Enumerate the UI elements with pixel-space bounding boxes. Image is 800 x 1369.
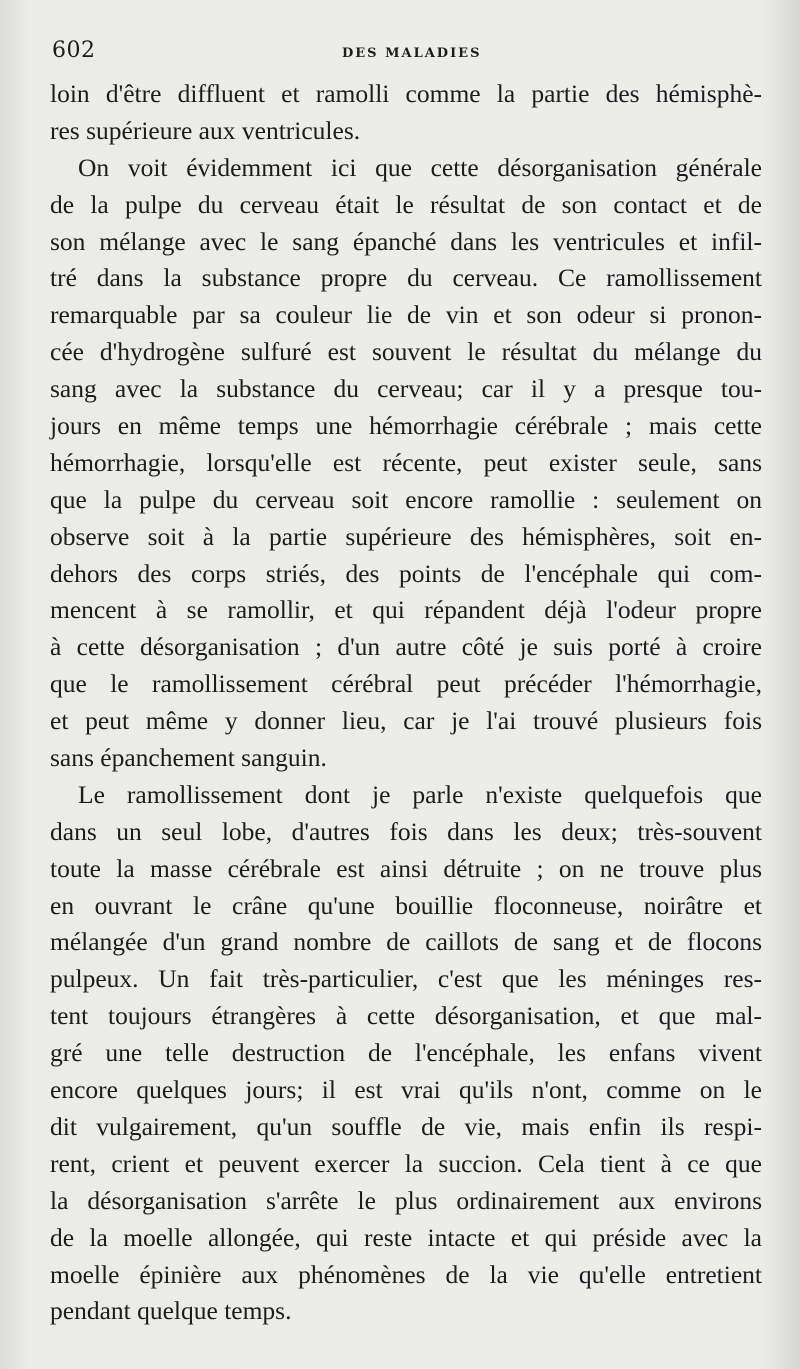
text-line: de la pulpe du cerveau était le résultat de son contact et de bbox=[50, 189, 762, 219]
text-line: gré une telle destruction de l'encéphale, les enfans vivent bbox=[50, 1038, 762, 1068]
text-line: dans un seul lobe, d'autres fois dans les deux; très-souvent bbox=[50, 816, 762, 846]
text-line: tré dans la substance propre du cerveau. Ce ramollissement bbox=[50, 263, 762, 293]
text-line: dit vulgairement, qu'un souffle de vie, mais enfin ils respi- bbox=[50, 1111, 762, 1141]
page-number: 602 bbox=[52, 38, 96, 63]
text-line: toute la masse cérébrale est ainsi détruite ; on ne trouve plus bbox=[50, 853, 762, 883]
body-text bbox=[50, 76, 762, 1330]
text-line: sans épanchement sanguin. bbox=[50, 743, 327, 773]
text-line: son mélange avec le sang épanché dans les ventricules et infil- bbox=[50, 226, 762, 256]
text-line: encore quelques jours; il est vrai qu'ils n'ont, comme on le bbox=[50, 1075, 762, 1105]
text-line: de la moelle allongée, qui reste intacte et qui préside avec la bbox=[50, 1222, 762, 1252]
text-line: en ouvrant le crâne qu'une bouillie floconneuse, noirâtre et bbox=[50, 890, 762, 920]
text-line: jours en même temps une hémorrhagie cérébrale ; mais cette bbox=[50, 411, 762, 441]
page-header bbox=[52, 38, 767, 68]
text-line: Le ramollissement dont je parle n'existe quelquefois que bbox=[78, 779, 762, 809]
text-line: tent toujours étrangères à cette désorganisation, et que mal- bbox=[50, 1001, 762, 1031]
text-line: pulpeux. Un fait très-particulier, c'est que les méninges res- bbox=[50, 964, 762, 994]
running-head: DES MALADIES bbox=[342, 46, 482, 61]
text-line: observe soit à la partie supérieure des hémisphères, soit en- bbox=[50, 521, 762, 551]
text-line: que la pulpe du cerveau soit encore ramollie : seulement on bbox=[50, 484, 762, 514]
text-line: la désorganisation s'arrête le plus ordinairement aux environs bbox=[50, 1185, 762, 1215]
text-line: res supérieure aux ventricules. bbox=[50, 115, 361, 145]
text-line: sang avec la substance du cerveau; car il y a presque tou- bbox=[50, 374, 762, 404]
text-line: à cette désorganisation ; d'un autre côté je suis porté à croire bbox=[50, 632, 762, 662]
text-line: cée d'hydrogène sulfuré est souvent le résultat du mélange du bbox=[50, 337, 762, 367]
text-line: remarquable par sa couleur lie de vin et son odeur si pronon- bbox=[50, 300, 762, 330]
text-line: mencent à se ramollir, et qui répandent déjà l'odeur propre bbox=[50, 595, 762, 625]
text-line: On voit évidemment ici que cette désorganisation générale bbox=[78, 152, 762, 182]
text-line: que le ramollissement cérébral peut précéder l'hémorrhagie, bbox=[50, 669, 762, 699]
text-line: rent, crient et peuvent exercer la succion. Cela tient à ce que bbox=[50, 1148, 762, 1178]
text-line: mélangée d'un grand nombre de caillots de sang et de flocons bbox=[50, 927, 762, 957]
text-line: et peut même y donner lieu, car je l'ai trouvé plusieurs fois bbox=[50, 706, 762, 736]
text-line: moelle épinière aux phénomènes de la vie qu'elle entretient bbox=[50, 1259, 762, 1289]
text-line: loin d'être diffluent et ramolli comme la partie des hémisphè- bbox=[50, 79, 762, 108]
text-line: dehors des corps striés, des points de l'encéphale qui com- bbox=[50, 558, 762, 588]
text-line: hémorrhagie, lorsqu'elle est récente, peut exister seule, sans bbox=[50, 447, 762, 477]
text-line: pendant quelque temps. bbox=[50, 1296, 292, 1326]
